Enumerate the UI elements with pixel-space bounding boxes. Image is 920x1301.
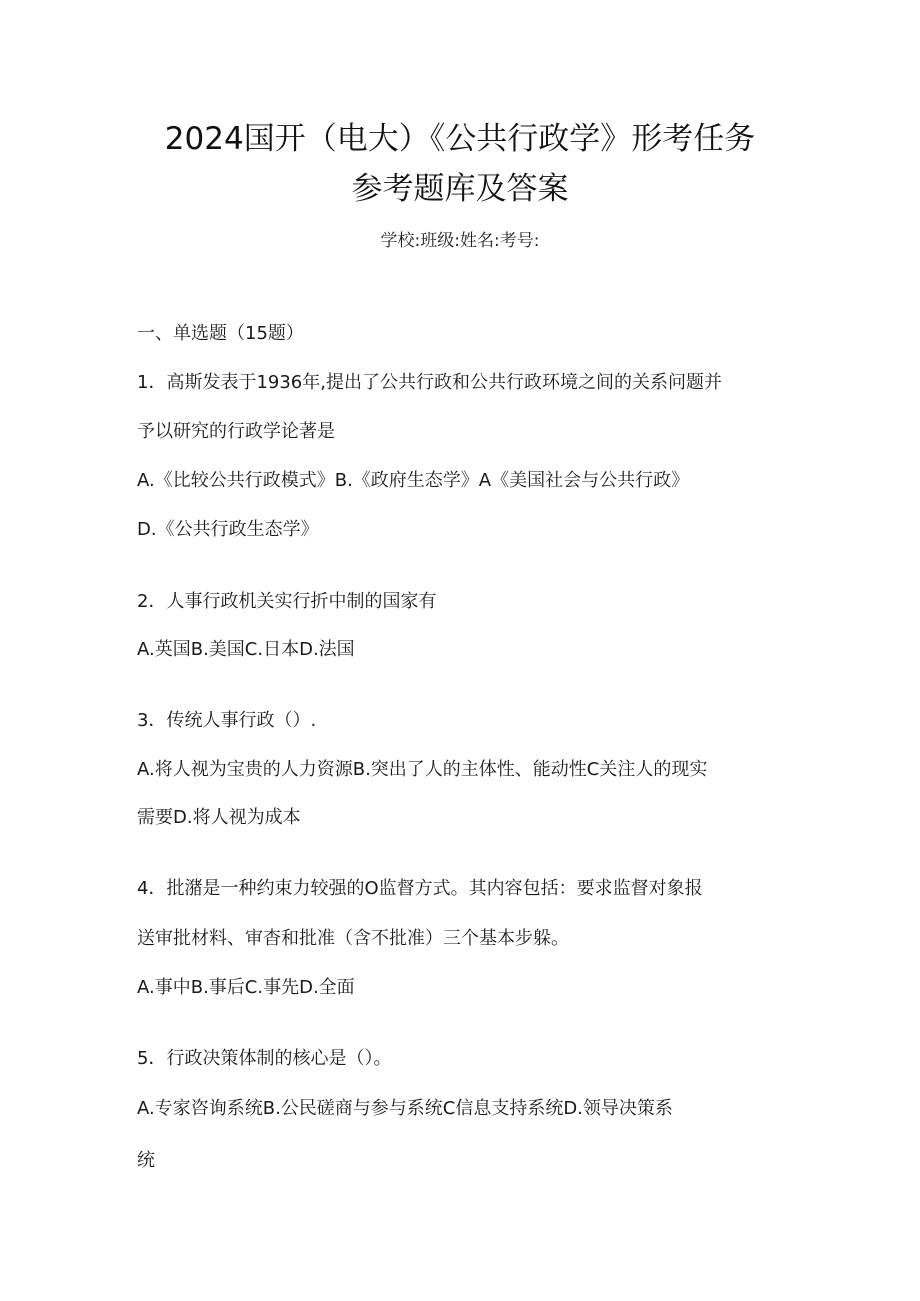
- question-3-options-line-2: 需要D.将人视为成本: [137, 807, 301, 828]
- question-1-options-line-1: A.《比较公共行政模式》B.《政府生态学》A《美国社会与公共行政》: [137, 470, 690, 491]
- student-info-line: 学校:班级:姓名:考号:: [380, 231, 540, 251]
- question-4-stem-line-2: 送审批材料、审杳和批准（含不批准）三个基本步躲。: [137, 928, 569, 949]
- question-3-stem-line-1: 3．传统人事行政（）.: [137, 710, 317, 731]
- question-4-stem-line-1: 4．批潴是一种约束力较强的O监督方式。其内容包括：要求监督对象报: [137, 878, 703, 899]
- question-4-options-line-1: A.事中B.事后C.事先D.全面: [137, 977, 355, 998]
- question-5-options-line-2: 统: [137, 1150, 155, 1171]
- question-1-stem-line-2: 予以研究的行政学论著是: [137, 421, 335, 442]
- question-5-options-line-1: A.专家咨询系统B.公民磋商与参与系统C信息支持系统D.领导决策系: [137, 1098, 673, 1119]
- question-3-options-line-1: A.将人视为宝贵的人力资源B.突出了人的主体性、能动性C关注人的现实: [137, 759, 708, 780]
- question-1-options-line-2: D.《公共行政生态学》: [137, 519, 319, 540]
- question-5-stem-line-1: 5．行政决策体制的核心是（）。: [137, 1048, 392, 1069]
- document-title-line-1: 2024国开（电大）《公共行政学》形考任务: [164, 121, 756, 157]
- section-heading: 一、单选题（15题）: [137, 323, 304, 344]
- question-1-stem-line-1: 1．高斯发表于1936年,提出了公共行政和公共行政环境之间的关系问题并: [137, 372, 722, 393]
- question-2-stem-line-1: 2．人事行政机关实行折中制的国家有: [137, 591, 437, 612]
- question-2-options-line-1: A.英国B.美国C.日本D.法国: [137, 639, 355, 660]
- document-title-line-2: 参考题库及答案: [351, 171, 569, 207]
